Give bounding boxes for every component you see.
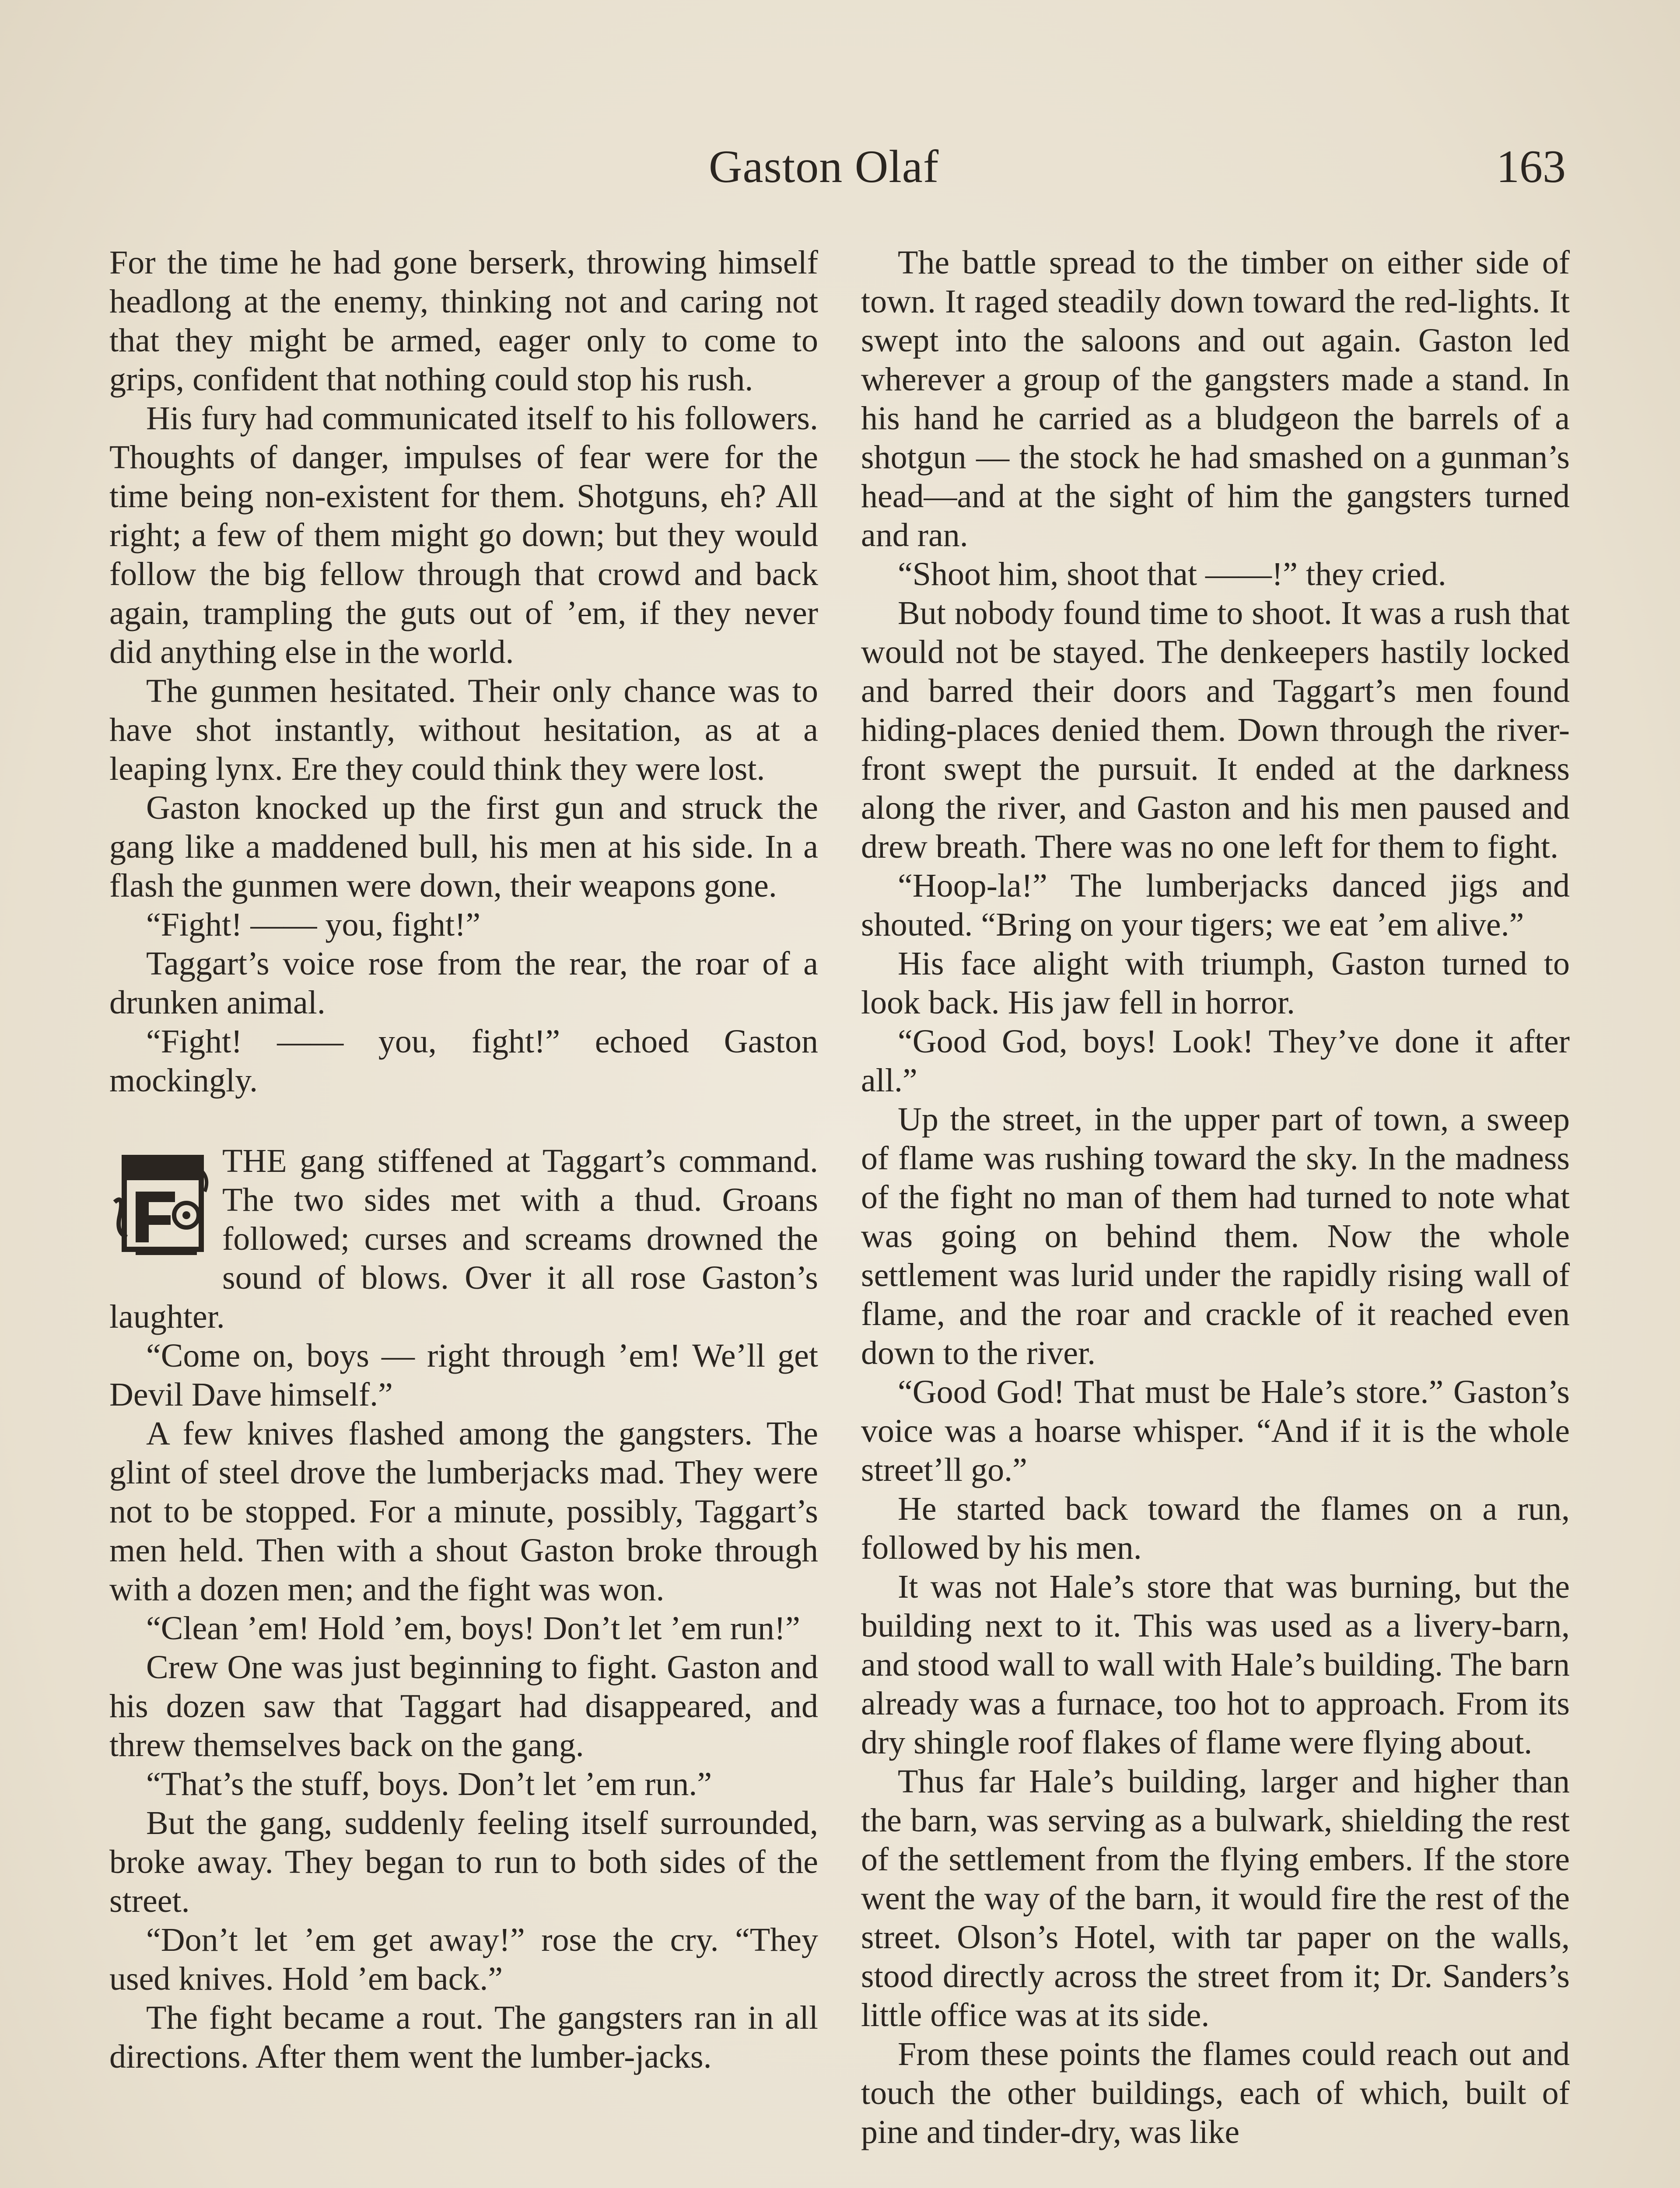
paragraph: It was not Hale’s store that was burning, but the building next to it. This was used as a livery-barn, and stood wall to wall with Hale’s building. The barn already was a furnace, too hot to approach. From its dry shingle roof flakes of flame were flying about. [861,1568,1570,1761]
right-column [861,243,1570,2152]
paragraph: The battle spread to the timber on either side of town. It raged steadily down toward the red-lights. It swept into the saloons and out again. Gaston led wherever a group of the gangsters made a stand. In his hand he carried as a bludgeon the barrels of a shotgun — the stock he had smashed on a gunman’s head—and at the sight of him the gangsters turned and ran. [861,244,1570,554]
paragraph: “Fight! —— you, fight!” echoed Gaston mockingly. [109,1023,818,1099]
paragraph: His fury had communicated itself to his followers. Thoughts of danger, impulses of fear were for the time being non-existent for them. Shotguns, eh? All right; a few of them might go down; but they would follow the big fellow through that crowd and back again, trampling the guts out of ’em, if they never did anything else in the world. [109,400,818,670]
paragraph: A few knives flashed among the gangsters. The glint of steel drove the lumberjacks mad. They were not to be stopped. For a minute, possibly, Taggart’s men held. Then with a shout Gaston broke through with a dozen men; and the fight was won. [109,1415,818,1608]
paragraph: The gunmen hesitated. Their only chance was to have shot instantly, without hesitation, as at a leaping lynx. Ere they could think they were lost. [109,673,818,787]
paragraph: Thus far Hale’s building, larger and higher than the barn, was serving as a bulwark, shielding the rest of the settlement from the flying embers. If the store went the way of the barn, it would fire the rest of the street. Olson’s Hotel, with tar paper on the walls, stood directly across the street from it; Dr. Sanders’s little office was at its side. [861,1763,1570,2034]
paragraph: “Don’t let ’em get away!” rose the cry. “They used knives. Hold ’em back.” [109,1922,818,1997]
paragraph: “Come on, boys — right through ’em! We’ll get Devil Dave himself.” [109,1337,818,1413]
paragraph: But the gang, suddenly feeling itself surrounded, broke away. They began to run to both sides of the street. [109,1805,818,1919]
running-head [0,140,1680,197]
paragraph: Taggart’s voice rose from the rear, the roar of a drunken animal. [109,945,818,1021]
paragraph: “Shoot him, shoot that ——!” they cried. [898,556,1446,593]
drop-cap-ornament-icon [109,1150,214,1259]
running-title: Gaston Olaf [709,141,939,192]
paragraph: “That’s the stuff, boys. Don’t let ’em run.” [146,1766,712,1802]
paragraph: He started back toward the flames on a run, followed by his men. [861,1490,1570,1566]
paragraph: “Clean ’em! Hold ’em, boys! Don’t let ’em run!” [146,1610,800,1647]
paragraph: Up the street, in the upper part of town, a sweep of flame was rushing toward the sky. In the madness of the fight no man of them had turned to note what was going on behind them. Now the whole settlement was lurid under the rapidly rising wall of flame, and the roar and crackle of it reached even down to the river. [861,1101,1570,1371]
paragraph: “Good God! That must be Hale’s store.” Gaston’s voice was a hoarse whisper. “And if it is the whole street’ll go.” [861,1374,1570,1488]
paragraph: For the time he had gone berserk, throwing himself headlong at the enemy, thinking not and caring not that they might be armed, eager only to come to grips, confident that nothing could stop his rush. [109,244,818,398]
paragraph: His face alight with triumph, Gaston turned to look back. His jaw fell in horror. [861,945,1570,1021]
paragraph: “Fight! —— you, fight!” [146,906,481,943]
page-number: 163 [1496,141,1566,192]
paragraph: THE gang stiffened at Taggart’s command. The two sides met with a thud. Groans followed; curses and screams drowned the sound of blows. Over it all rose Gaston’s laughter. [109,1143,818,1335]
paragraph: Gaston knocked up the first gun and struck the gang like a maddened bull, his men at his side. In a flash the gunmen were down, their weapons gone. [109,789,818,904]
paragraph: “Good God, boys! Look! They’ve done it after all.” [861,1023,1570,1099]
paragraph: The fight became a rout. The gangsters ran in all directions. After them went the lumber-jacks. [109,1999,818,2075]
paragraph: “Hoop-la!” The lumberjacks danced jigs and shouted. “Bring on your tigers; we eat ’em alive.” [861,867,1570,943]
left-column [109,243,818,2076]
section-break [109,1100,818,1142]
paragraph: From these points the flames could reach out and touch the other buildings, each of which, built of pine and tinder-dry, was like [861,2036,1570,2150]
paragraph: But nobody found time to shoot. It was a rush that would not be stayed. The denkeepers hastily locked and barred their doors and Taggart’s men found hiding-places denied them. Down through the river-front swept the pursuit. It ended at the darkness along the river, and Gaston and his men paused and drew breath. There was no one left for them to fight. [861,595,1570,865]
paragraph: Crew One was just beginning to fight. Gaston and his dozen saw that Taggart had disappeared, and threw themselves back on the gang. [109,1649,818,1764]
